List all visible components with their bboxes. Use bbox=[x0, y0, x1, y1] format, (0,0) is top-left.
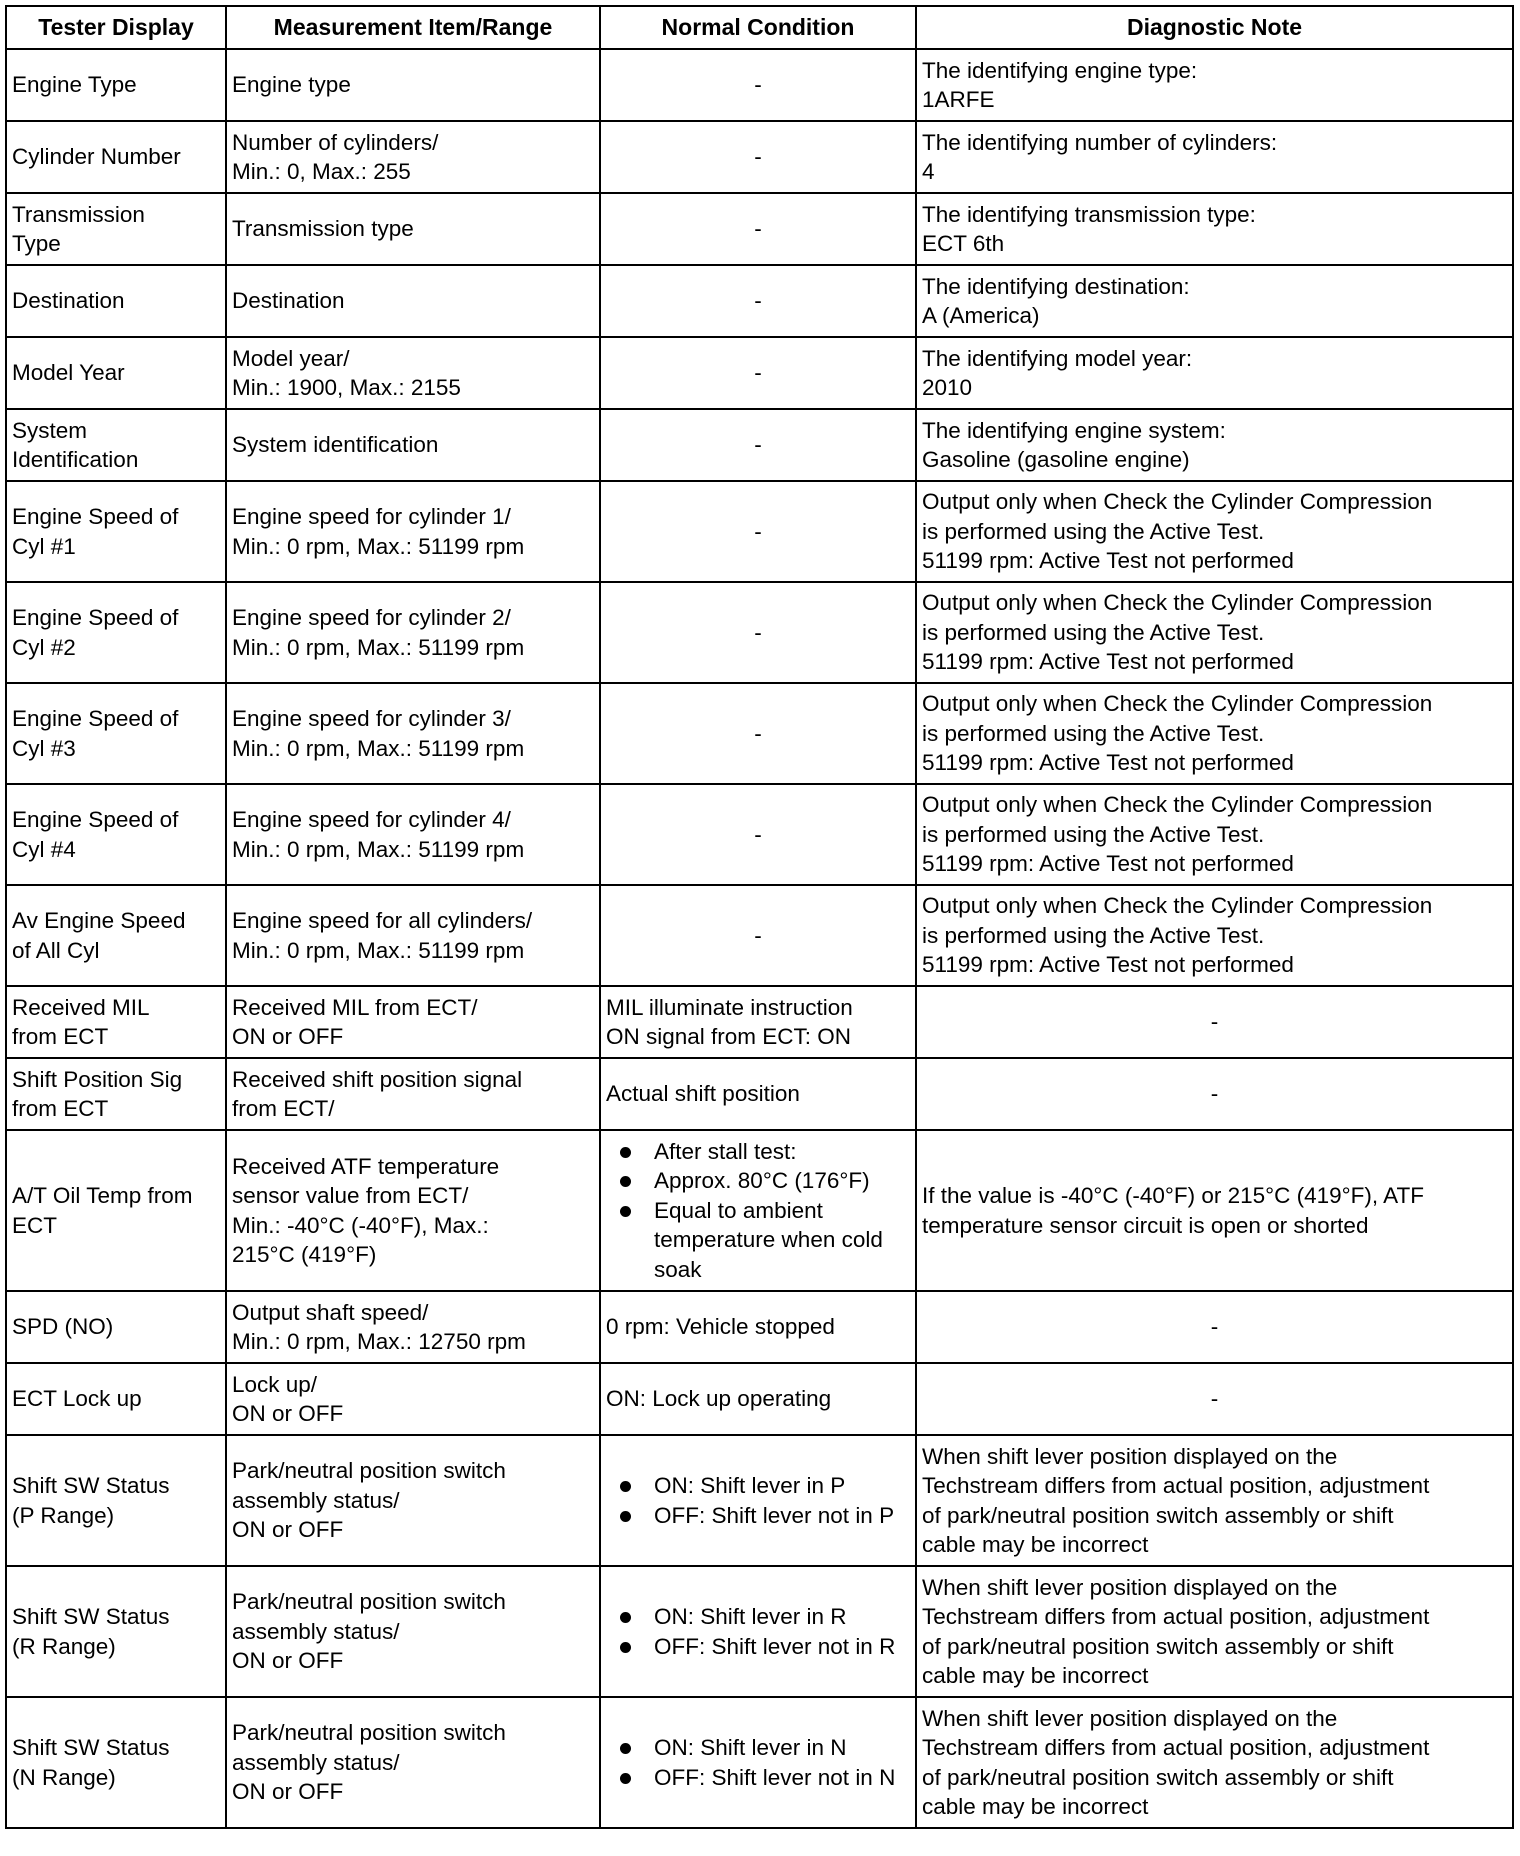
bullet-item: OFF: Shift lever not in P bbox=[606, 1501, 910, 1531]
tester-display-cell: Transmission Type bbox=[6, 193, 226, 265]
tester-display-cell: Engine Type bbox=[6, 49, 226, 121]
diagnostic-note-cell: Output only when Check the Cylinder Compression is performed using the Active Test. 51199 rpm: Active Test not performed bbox=[916, 784, 1513, 885]
normal-condition-cell: ON: Lock up operating bbox=[600, 1363, 916, 1435]
tester-display-cell: Cylinder Number bbox=[6, 121, 226, 193]
tester-display-cell: System Identification bbox=[6, 409, 226, 481]
tester-display-cell: Engine Speed of Cyl #2 bbox=[6, 582, 226, 683]
table-row bbox=[6, 986, 1513, 1058]
diagnostic-note-cell: If the value is -40°C (-40°F) or 215°C (419°F), ATF temperature sensor circuit is open or shorted bbox=[916, 1130, 1513, 1291]
measurement-cell: Lock up/ ON or OFF bbox=[226, 1363, 600, 1435]
measurement-cell: System identification bbox=[226, 409, 600, 481]
table-row bbox=[6, 1291, 1513, 1363]
tester-display-cell: Engine Speed of Cyl #1 bbox=[6, 481, 226, 582]
table-row bbox=[6, 885, 1513, 986]
diagnostic-note-cell: The identifying number of cylinders: 4 bbox=[916, 121, 1513, 193]
table-row bbox=[6, 784, 1513, 885]
tester-display-cell: Engine Speed of Cyl #3 bbox=[6, 683, 226, 784]
bullet-list bbox=[606, 1602, 910, 1661]
tester-display-cell: SPD (NO) bbox=[6, 1291, 226, 1363]
tester-display-cell: ECT Lock up bbox=[6, 1363, 226, 1435]
measurement-cell: Engine type bbox=[226, 49, 600, 121]
bullet-list bbox=[606, 1733, 910, 1792]
tester-display-cell: Received MIL from ECT bbox=[6, 986, 226, 1058]
table-row bbox=[6, 337, 1513, 409]
bullet-item: ON: Shift lever in R bbox=[606, 1602, 910, 1632]
diagnostic-note-cell: - bbox=[916, 1363, 1513, 1435]
measurement-cell: Engine speed for cylinder 1/ Min.: 0 rpm, Max.: 51199 rpm bbox=[226, 481, 600, 582]
measurement-cell: Engine speed for all cylinders/ Min.: 0 rpm, Max.: 51199 rpm bbox=[226, 885, 600, 986]
table-row bbox=[6, 49, 1513, 121]
table-row bbox=[6, 683, 1513, 784]
measurement-cell: Engine speed for cylinder 3/ Min.: 0 rpm, Max.: 51199 rpm bbox=[226, 683, 600, 784]
diagnostic-note-cell: - bbox=[916, 1291, 1513, 1363]
tester-display-cell: Shift SW Status (R Range) bbox=[6, 1566, 226, 1697]
measurement-cell: Engine speed for cylinder 2/ Min.: 0 rpm, Max.: 51199 rpm bbox=[226, 582, 600, 683]
table-row bbox=[6, 265, 1513, 337]
diagnostic-note-cell: When shift lever position displayed on the Techstream differs from actual position, adjustment of park/neutral position switch assembly or shift cable may be incorrect bbox=[916, 1566, 1513, 1697]
tester-display-cell: Engine Speed of Cyl #4 bbox=[6, 784, 226, 885]
table-row bbox=[6, 481, 1513, 582]
diagnostic-note-cell: The identifying model year: 2010 bbox=[916, 337, 1513, 409]
normal-condition-cell: - bbox=[600, 337, 916, 409]
normal-condition-cell: - bbox=[600, 49, 916, 121]
measurement-cell: Park/neutral position switch assembly status/ ON or OFF bbox=[226, 1697, 600, 1828]
tester-display-cell: Shift SW Status (N Range) bbox=[6, 1697, 226, 1828]
normal-condition-cell: MIL illuminate instruction ON signal from ECT: ON bbox=[600, 986, 916, 1058]
diagnostic-note-cell: The identifying engine type: 1ARFE bbox=[916, 49, 1513, 121]
normal-condition-cell: - bbox=[600, 265, 916, 337]
measurement-cell: Output shaft speed/ Min.: 0 rpm, Max.: 12750 rpm bbox=[226, 1291, 600, 1363]
diagnostic-note-cell: When shift lever position displayed on the Techstream differs from actual position, adjustment of park/neutral position switch assembly or shift cable may be incorrect bbox=[916, 1697, 1513, 1828]
document-page bbox=[5, 5, 1512, 1829]
bullet-item: OFF: Shift lever not in R bbox=[606, 1632, 910, 1662]
bullet-item: After stall test: bbox=[606, 1137, 910, 1167]
tester-display-cell: Shift Position Sig from ECT bbox=[6, 1058, 226, 1130]
tester-display-cell: Destination bbox=[6, 265, 226, 337]
diagnostic-note-cell: The identifying destination: A (America) bbox=[916, 265, 1513, 337]
normal-condition-cell: - bbox=[600, 582, 916, 683]
normal-condition-cell: - bbox=[600, 193, 916, 265]
tester-display-cell: Av Engine Speed of All Cyl bbox=[6, 885, 226, 986]
normal-condition-cell: - bbox=[600, 409, 916, 481]
normal-condition-cell bbox=[600, 1130, 916, 1291]
bullet-list bbox=[606, 1137, 910, 1285]
normal-condition-cell bbox=[600, 1566, 916, 1697]
tester-display-cell: A/T Oil Temp from ECT bbox=[6, 1130, 226, 1291]
table-header-row bbox=[6, 6, 1513, 49]
measurement-cell: Model year/ Min.: 1900, Max.: 2155 bbox=[226, 337, 600, 409]
bullet-list bbox=[606, 1471, 910, 1530]
table-row bbox=[6, 1130, 1513, 1291]
measurement-cell: Received shift position signal from ECT/ bbox=[226, 1058, 600, 1130]
measurement-cell: Park/neutral position switch assembly status/ ON or OFF bbox=[226, 1566, 600, 1697]
table-row bbox=[6, 121, 1513, 193]
diagnostic-note-cell: Output only when Check the Cylinder Compression is performed using the Active Test. 51199 rpm: Active Test not performed bbox=[916, 683, 1513, 784]
normal-condition-cell: - bbox=[600, 885, 916, 986]
measurement-cell: Transmission type bbox=[226, 193, 600, 265]
data-list-table bbox=[5, 5, 1514, 1829]
tester-display-cell: Shift SW Status (P Range) bbox=[6, 1435, 226, 1566]
table-row bbox=[6, 409, 1513, 481]
header-normal-condition: Normal Condition bbox=[600, 6, 916, 49]
diagnostic-note-cell: Output only when Check the Cylinder Compression is performed using the Active Test. 51199 rpm: Active Test not performed bbox=[916, 481, 1513, 582]
bullet-item: Equal to ambient temperature when cold soak bbox=[606, 1196, 910, 1285]
normal-condition-cell: - bbox=[600, 683, 916, 784]
diagnostic-note-cell: The identifying engine system: Gasoline (gasoline engine) bbox=[916, 409, 1513, 481]
bullet-item: OFF: Shift lever not in N bbox=[606, 1763, 910, 1793]
measurement-cell: Received MIL from ECT/ ON or OFF bbox=[226, 986, 600, 1058]
diagnostic-note-cell: - bbox=[916, 986, 1513, 1058]
measurement-cell: Number of cylinders/ Min.: 0, Max.: 255 bbox=[226, 121, 600, 193]
measurement-cell: Park/neutral position switch assembly status/ ON or OFF bbox=[226, 1435, 600, 1566]
diagnostic-note-cell: - bbox=[916, 1058, 1513, 1130]
table-row bbox=[6, 1697, 1513, 1828]
header-tester-display: Tester Display bbox=[6, 6, 226, 49]
bullet-item: ON: Shift lever in P bbox=[606, 1471, 910, 1501]
normal-condition-cell: - bbox=[600, 784, 916, 885]
diagnostic-note-cell: Output only when Check the Cylinder Compression is performed using the Active Test. 51199 rpm: Active Test not performed bbox=[916, 582, 1513, 683]
diagnostic-note-cell: Output only when Check the Cylinder Compression is performed using the Active Test. 51199 rpm: Active Test not performed bbox=[916, 885, 1513, 986]
normal-condition-cell bbox=[600, 1435, 916, 1566]
diagnostic-note-cell: The identifying transmission type: ECT 6th bbox=[916, 193, 1513, 265]
measurement-cell: Destination bbox=[226, 265, 600, 337]
normal-condition-cell bbox=[600, 1697, 916, 1828]
normal-condition-cell: 0 rpm: Vehicle stopped bbox=[600, 1291, 916, 1363]
measurement-cell: Received ATF temperature sensor value from ECT/ Min.: -40°C (-40°F), Max.: 215°C (419°F) bbox=[226, 1130, 600, 1291]
table-row bbox=[6, 193, 1513, 265]
bullet-item: ON: Shift lever in N bbox=[606, 1733, 910, 1763]
table-row bbox=[6, 1363, 1513, 1435]
normal-condition-cell: Actual shift position bbox=[600, 1058, 916, 1130]
table-row bbox=[6, 1566, 1513, 1697]
bullet-item: Approx. 80°C (176°F) bbox=[606, 1166, 910, 1196]
normal-condition-cell: - bbox=[600, 121, 916, 193]
normal-condition-cell: - bbox=[600, 481, 916, 582]
diagnostic-note-cell: When shift lever position displayed on the Techstream differs from actual position, adjustment of park/neutral position switch assembly or shift cable may be incorrect bbox=[916, 1435, 1513, 1566]
table-row bbox=[6, 1435, 1513, 1566]
header-measurement-item: Measurement Item/Range bbox=[226, 6, 600, 49]
header-diagnostic-note: Diagnostic Note bbox=[916, 6, 1513, 49]
table-row bbox=[6, 1058, 1513, 1130]
tester-display-cell: Model Year bbox=[6, 337, 226, 409]
table-row bbox=[6, 582, 1513, 683]
measurement-cell: Engine speed for cylinder 4/ Min.: 0 rpm, Max.: 51199 rpm bbox=[226, 784, 600, 885]
